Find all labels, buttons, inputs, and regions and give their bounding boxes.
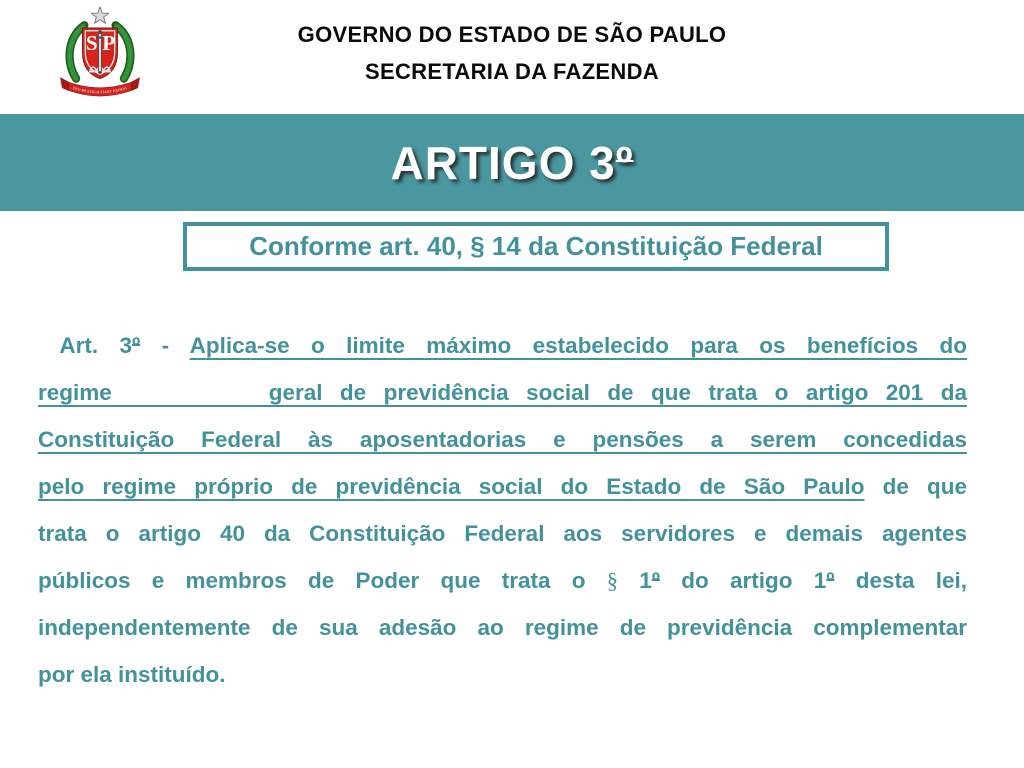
paragraph-segment: independentemente de sua adesão ao regime de previdência complementar [38, 615, 967, 640]
paragraph-segment: por ela instituído. [38, 662, 226, 687]
callout-text: Conforme art. 40, § 14 da Constituição Federal [249, 231, 823, 261]
slide-title-text: ARTIGO 3 [390, 136, 616, 189]
paragraph-segment: do artigo 1 [660, 568, 827, 593]
paragraph-line [38, 604, 967, 651]
header-secretaria-line: SECRETARIA DA FAZENDA [365, 59, 659, 84]
paragraph-segment: - [140, 333, 190, 358]
paragraph-segment: desta lei, [834, 568, 967, 593]
logo-motto: PRO BRASILIA FIANT EXIMIA [72, 86, 128, 95]
paragraph-segment: Constituição Federal às aposentadorias e pensões a serem concedidas [38, 427, 967, 452]
callout-box [183, 222, 889, 271]
paragraph-segment: pelo regime próprio de previdência social do Estado de São Paulo [38, 474, 865, 499]
paragraph-segment: § [606, 568, 619, 593]
paragraph-line [38, 557, 967, 604]
paragraph-line [38, 510, 967, 557]
article-paragraph [38, 322, 967, 698]
header-government-line: GOVERNO DO ESTADO DE SÃO PAULO [297, 22, 727, 47]
paragraph-segment: º [826, 568, 835, 593]
sao-paulo-coat-of-arms-icon [54, 5, 146, 108]
shield-letter-s: S [85, 31, 98, 56]
paragraph-segment: º [651, 568, 661, 593]
slide-title-ordinal: º [615, 136, 634, 189]
paragraph-segment: públicos e membros de Poder que trata o [38, 568, 607, 593]
paragraph-line [38, 651, 967, 698]
paragraph-line [38, 369, 967, 416]
paragraph-segment: º [132, 333, 141, 358]
paragraph-segment: trata o artigo 40 da Constituição Federal aos servidores e demais agentes [38, 521, 967, 546]
paragraph-line [38, 463, 967, 510]
shield-letter-p: P [102, 31, 116, 56]
title-band [0, 114, 1024, 211]
paragraph-line [38, 416, 967, 463]
paragraph-segment: Art. 3 [38, 333, 132, 358]
slide-title [390, 136, 633, 190]
paragraph-segment: 1 [618, 568, 652, 593]
paragraph-segment: Aplica-se o limite máximo estabelecido para os benefícios do [189, 333, 967, 358]
star-icon [91, 7, 108, 24]
paragraph-segment: de que [864, 474, 967, 499]
paragraph-segment: regime geral de previdência social de que trata o artigo 201 da [38, 380, 967, 405]
paragraph-line [38, 322, 967, 369]
